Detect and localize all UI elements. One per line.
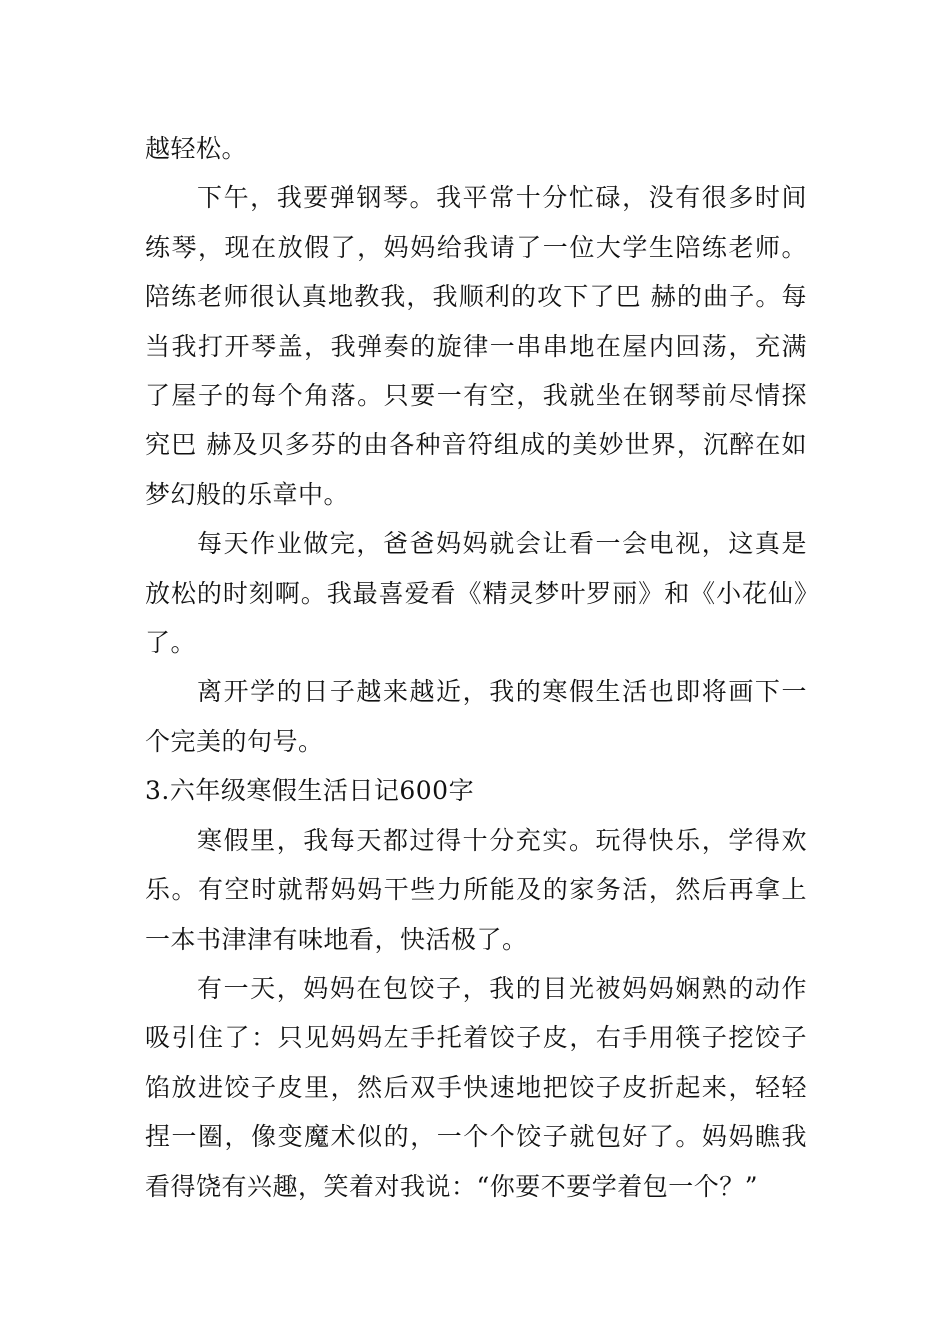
paragraph-piano: 下午，我要弹钢琴。我平常十分忙碌，没有很多时间练琴，现在放假了，妈妈给我请了一位大学生陪练老师。陪练老师很认真地教我，我顺利的攻下了巴 赫的曲子。每当我打开琴盖，我弹奏的旋律一串串地在屋内回荡，充满了屋子的每个角落。只要一有空，我就坐在钢琴前尽情探究巴 赫及贝多芬的由各种音符组成的美妙世界，沉醉在如梦幻般的乐章中。	[145, 183, 807, 509]
document-body	[145, 124, 807, 1211]
paragraph-dumplings: 有一天，妈妈在包饺子，我的目光被妈妈娴熟的动作吸引住了：只见妈妈左手托着饺子皮，右手用筷子挖饺子馅放进饺子皮里，然后双手快速地把饺子皮折起来，轻轻捏一圈，像变魔术似的，一个个饺子就包好了。妈妈瞧我看得饶有兴趣，笑着对我说：“你要不要学着包一个？”	[145, 973, 807, 1201]
paragraph-continuation: 越轻松。	[145, 134, 248, 163]
paragraph-tv: 每天作业做完，爸爸妈妈就会让看一会电视，这真是放松的时刻啊。我最喜爱看《精灵梦叶罗丽》和《小花仙》了。	[145, 529, 807, 658]
paragraph-winter-break: 寒假里，我每天都过得十分充实。玩得快乐，学得欢乐。有空时就帮妈妈干些力所能及的家务活，然后再拿上一本书津津有味地看，快活极了。	[145, 825, 807, 954]
section-heading: 3.六年级寒假生活日记600字	[145, 776, 475, 806]
paragraph-ending: 离开学的日子越来越近，我的寒假生活也即将画下一个完美的句号。	[145, 677, 807, 756]
